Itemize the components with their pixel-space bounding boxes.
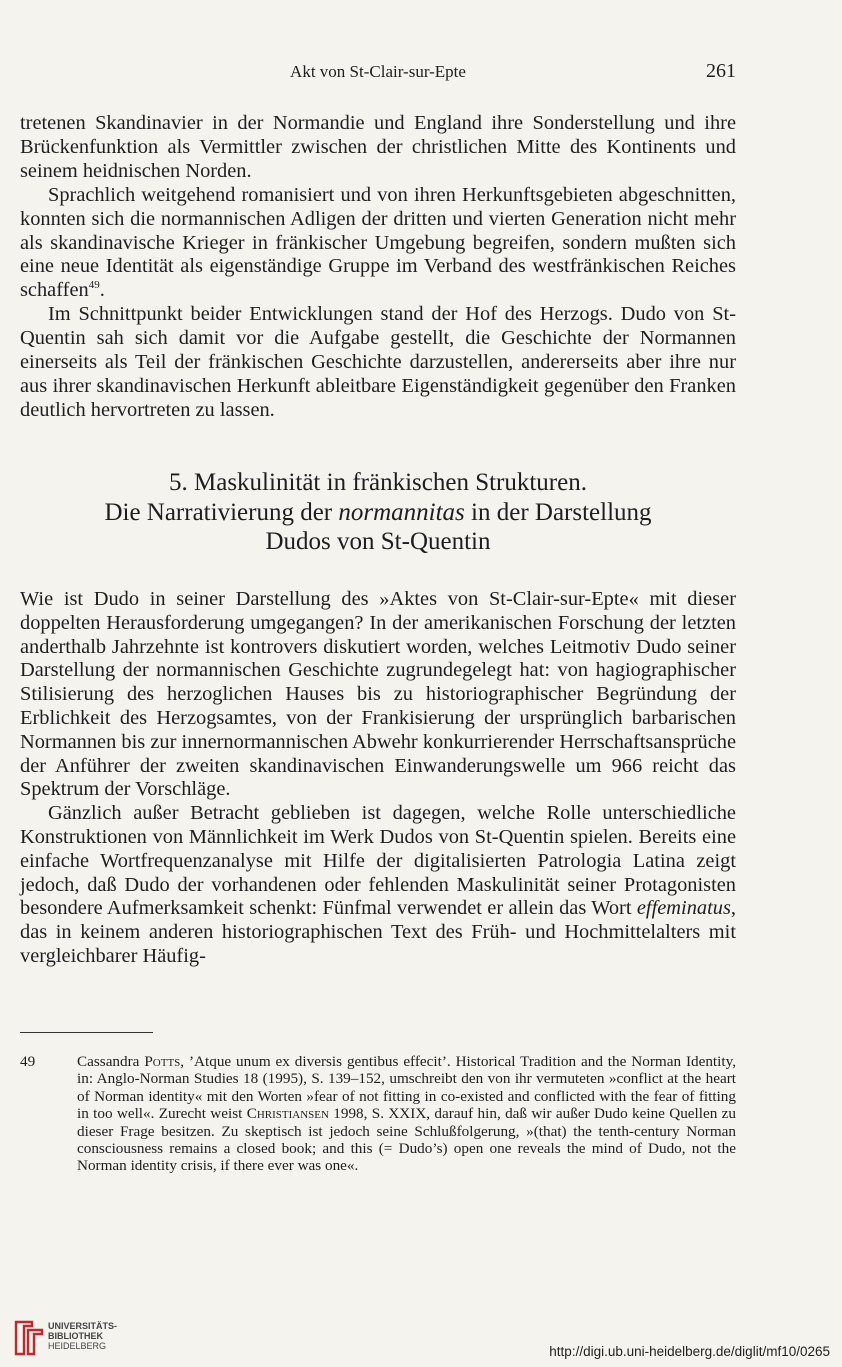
footnote-author-last: Potts — [144, 1053, 181, 1070]
heading-line: 5. Maskulinität in fränkischen Strukturen. — [169, 469, 587, 496]
heading-line — [20, 498, 736, 528]
paragraph-text: Sprachlich weitgehend romanisiert und von ihren Herkunftsgebieten abgeschnitten, konnten sich die normannischen Adligen der dritten und vierten Generation nicht mehr als skandinavische Krieger in fränkischer Umgebung begreifen, sondern mußten sich eine neue Identität als eigenständige Gruppe im Verband des westfränkischen Reiches schaffen — [20, 183, 736, 302]
page-number: 261 — [706, 60, 736, 82]
footnote-body: 1998, S. XXIX, darauf hin, daß wir außer Dudo keine Quellen zu dieser Frage besitzen. Zu skeptisch ist jedoch seine Schlußfolgerung, »(that) the tenth-century Norman consciousness remains a closed book; and this (= Dudo’s) open one reveals the mind of Dudo, not the Norman identity crisis, if there ever was one«. — [77, 1105, 736, 1175]
paragraph: Im Schnittpunkt beider Entwicklungen stand der Hof des Herzogs. Dudo von St-Quentin sah sich damit vor die Aufgabe gestellt, die Geschichte der Normannen einerseits als Teil der fränkischen Geschichte darzustellen, andererseits aber ihre nur aus ihrer skandinavischen Herkunft ableitbare Eigenständigkeit gegenüber den Franken deutlich hervortreten zu lassen. — [20, 303, 736, 421]
footnote-body: , ’Atque unum ex diversis gentibus effecit’. Historical Tradition and the Norman Identity, in: Anglo-Norman Studies 18 (1995), S. 139–152, umschreibt den von ihr vermuteten »conflict at the heart of Norman identity« mit den Worten »fear of not fitting in co-existed and conflicted with the fear of fitting in too well«. Zurecht weist — [77, 1053, 736, 1123]
italic-term: effeminatus — [636, 897, 731, 920]
paragraph — [20, 802, 736, 969]
footnote-author-first: Cassandra — [77, 1053, 145, 1070]
paragraph: Sprachlich weitgehend romanisiert und von ihren Herkunftsgebieten abgeschnitten, konnten sich die normannischen Adligen der dritten und vierten Generation nicht mehr als skandinavische Krieger in fränkischer Umgebung begreifen, sondern mußten sich eine neue Identität als eigenständige Gruppe im Verband des westfränkischen Reiches schaffen$^{49}$. — [20, 183, 736, 302]
section-heading — [20, 468, 736, 557]
heading-line: Dudos von St-Quentin — [265, 528, 491, 555]
source-url[interactable]: http://digi.ub.uni-heidelberg.de/diglit/mf10/0265 — [549, 1344, 830, 1359]
footnote — [20, 1053, 736, 1175]
heading-italic-term: normannitas — [338, 498, 465, 526]
heading-text: in der Darstellung — [464, 498, 652, 526]
paragraph-text: , das in keinem anderen historiographischen Text des Früh- und Hochmittelalters mit vergleichbarer Häufig- — [20, 897, 736, 967]
logo-line: UNIVERSITÄTS- — [48, 1321, 118, 1331]
body-text-bottom — [20, 588, 736, 969]
footnote-reference[interactable]: 49 — [88, 279, 100, 292]
footnote-cited-author: Christiansen — [246, 1105, 329, 1123]
body-text-top — [20, 112, 736, 423]
logo-line: BIBLIOTHEK — [48, 1331, 103, 1341]
paragraph: Wie ist Dudo in seiner Darstellung des »Aktes von St-Clair-sur-Epte« mit dieser doppelten Herausforderung umgegangen? In der amerikanischen Forschung der letzten anderthalb Jahrzehnte ist kontrovers diskutiert worden, welches Leitmotiv Dudo seiner Darstellung der normannischen Geschichte zugrundegelegt hat: von hagiographischer Stilisierung des herzoglichen Hauses bis zu historiographischer Begründung der Erblichkeit des Herzogsamtes, von der Frankisierung der ursprünglich barbarischen Normannen bis zur innernormannischen Abwehr konkurrierender Herrschaftsansprüche der Anführer der zweiten skandinavischen Einwanderungswelle um 966 reicht das Spektrum der Vorschläge. — [20, 588, 736, 801]
library-logo-text — [48, 1321, 117, 1351]
paragraph-text: Gänzlich außer Betracht geblieben ist dagegen, welche Rolle unterschiedliche Konstruktionen von Männlichkeit im Werk Dudos von St-Quentin spielen. Bereits eine einfache Wortfrequenzanalyse mit Hilfe der digitalisierten Patrologia Latina zeigt jedoch, daß Dudo der vorhandenen oder fehlenden Maskulinität seiner Protagonisten besondere Aufmerksamkeit schenkt: Fünfmal verwendet er allein das Wort — [20, 802, 736, 920]
footnote-text — [77, 1053, 736, 1175]
footnote-number: 49 — [20, 1053, 36, 1070]
heading-text: Die Narrativierung der — [104, 498, 339, 526]
running-title: Akt von St-Clair-sur-Epte — [290, 62, 466, 81]
paragraph: tretenen Skandinavier in der Normandie und England ihre Sonderstellung und ihre Brückenfunktion als Vermittler zwischen der christlichen Mitte des Kontinents und seinem heidnischen Norden. — [20, 112, 736, 182]
logo-line: HEIDELBERG — [48, 1341, 107, 1351]
footnote-rule — [20, 1032, 153, 1033]
page-header — [20, 62, 736, 86]
